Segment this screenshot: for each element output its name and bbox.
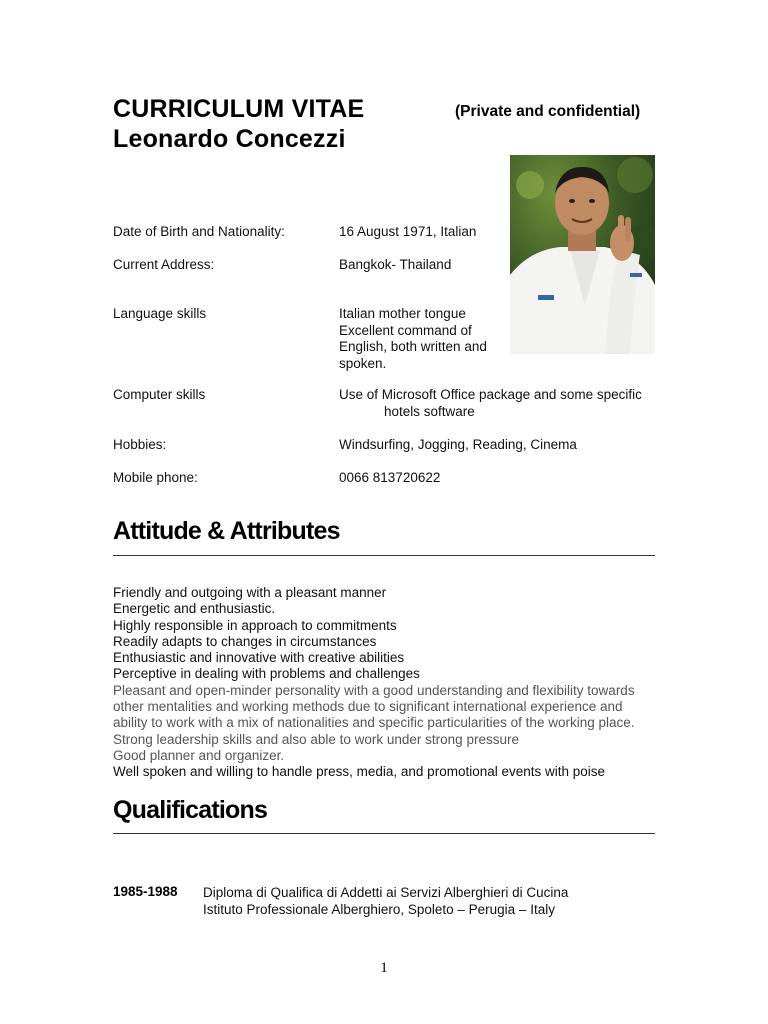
- attribute-line: other mentalities and working methods due to significant international experience and: [113, 699, 623, 715]
- section-divider: [113, 833, 655, 834]
- cv-label: CURRICULUM VITAE: [113, 95, 365, 123]
- hobbies-value: Windsurfing, Jogging, Reading, Cinema: [339, 437, 577, 452]
- document-title: [113, 94, 364, 154]
- attribute-line: Strong leadership skills and also able to work under strong pressure: [113, 731, 519, 747]
- attribute-line: Perceptive in dealing with problems and challenges: [113, 666, 420, 682]
- dob-label: Date of Birth and Nationality:: [113, 224, 285, 239]
- attribute-line: Energetic and enthusiastic.: [113, 601, 276, 617]
- page-number: 1: [380, 960, 388, 976]
- address-value: Bangkok- Thailand: [339, 257, 452, 272]
- computer-line: Use of Microsoft Office package and some specific: [339, 387, 642, 402]
- hobbies-label: Hobbies:: [113, 437, 167, 452]
- attitude-heading: Attitude & Attributes: [113, 517, 340, 545]
- section-divider: [113, 555, 655, 556]
- language-line: Excellent command of: [339, 322, 472, 338]
- language-line: Italian mother tongue: [339, 306, 466, 321]
- address-label: Current Address:: [113, 257, 215, 272]
- phone-value: 0066 813720622: [339, 470, 441, 485]
- attribute-line: ability to work with a mix of nationalities and specific particularities of the working place.: [113, 715, 635, 731]
- language-value: [339, 306, 487, 372]
- chef-portrait-image: [510, 155, 655, 354]
- attribute-line: Readily adapts to changes in circumstances: [113, 633, 377, 649]
- computer-label: Computer skills: [113, 387, 206, 402]
- qualification-details: [203, 884, 568, 918]
- attribute-line: Well spoken and willing to handle press, media, and promotional events with poise: [113, 764, 606, 780]
- attitude-list: [113, 585, 673, 781]
- qualification-years: 1985-1988: [113, 884, 178, 899]
- qualifications-heading: Qualifications: [113, 796, 268, 824]
- phone-label: Mobile phone:: [113, 470, 198, 485]
- attribute-line: Pleasant and open-minder personality with a good understanding and flexibility towards: [113, 682, 635, 698]
- attribute-line: Enthusiastic and innovative with creative abilities: [113, 650, 405, 666]
- qualification-line: Diploma di Qualifica di Addetti ai Servizi Alberghieri di Cucina: [203, 885, 569, 900]
- profile-photo: [510, 155, 655, 354]
- qualification-line: Istituto Professionale Alberghiero, Spoleto – Perugia – Italy: [203, 902, 555, 917]
- language-line: English, both written and: [339, 339, 487, 354]
- attribute-line: Good planner and organizer.: [113, 747, 285, 763]
- language-line: spoken.: [339, 355, 387, 371]
- computer-value: [339, 387, 642, 420]
- computer-line: hotels software: [384, 403, 475, 419]
- attribute-line: Highly responsible in approach to commitments: [113, 617, 397, 633]
- candidate-name: Leonardo Concezzi: [113, 125, 346, 153]
- dob-value: 16 August 1971, Italian: [339, 224, 477, 239]
- confidential-note: (Private and confidential): [455, 103, 641, 120]
- attribute-line: Friendly and outgoing with a pleasant manner: [113, 585, 387, 600]
- language-label: Language skills: [113, 306, 207, 321]
